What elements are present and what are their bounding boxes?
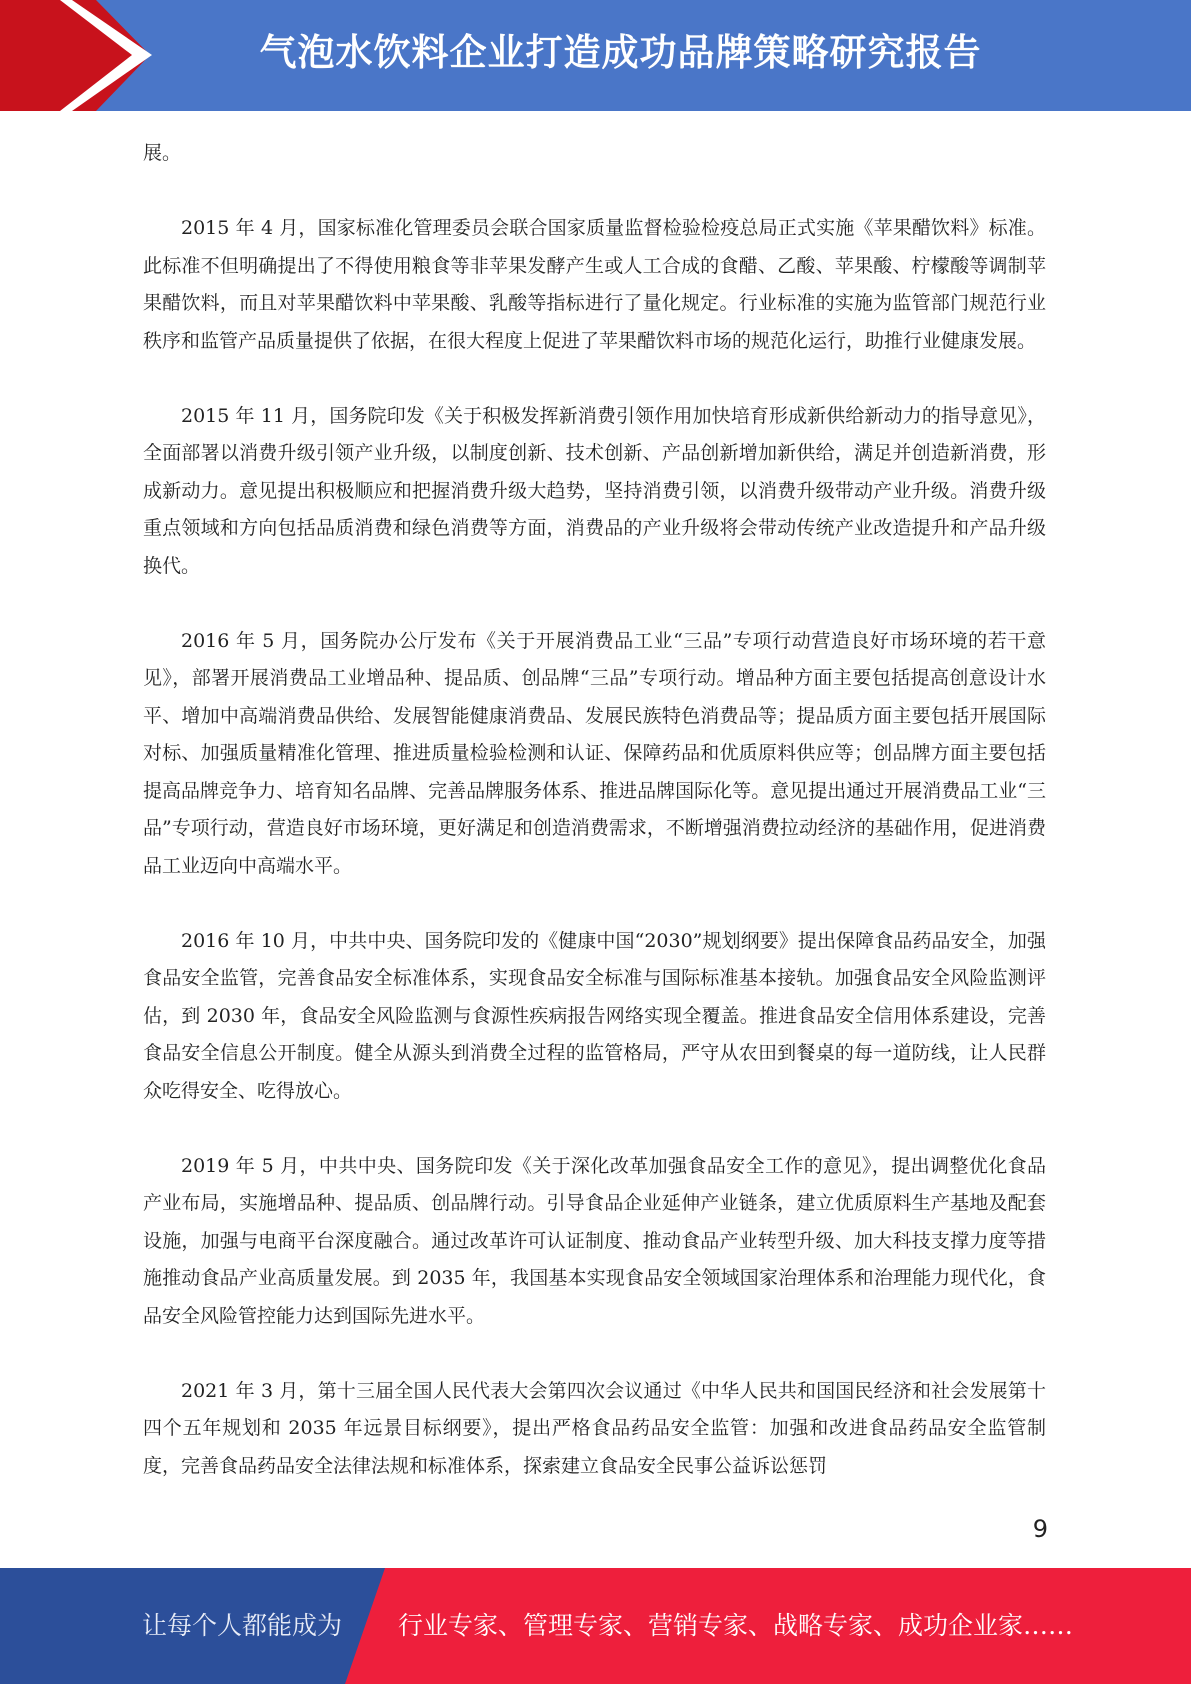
paragraph: 2015 年 4 月，国家标准化管理委员会联合国家质量监督检验检疫总局正式实施《苹果醋饮料》标准。此标准不但明确提出了不得使用粮食等非苹果发酵产生或人工合成的食醋、乙酸、苹果酸、柠檬酸等调制苹果醋饮料，而且对苹果醋饮料中苹果酸、乳酸等指标进行了量化规定。行业标准的实施为监管部门规范行业秩序和监管产品质量提供了依据，在很大程度上促进了苹果醋饮料市场的规范化运行，助推行业健康发展。 — [143, 217, 1046, 352]
body-text — [143, 135, 1046, 1523]
paragraph: 2015 年 11 月，国务院印发《关于积极发挥新消费引领作用加快培育形成新供给新动力的指导意见》，全面部署以消费升级引领产业升级，以制度创新、技术创新、产品创新增加新供给，满足并创造新消费，形成新动力。意见提出积极顺应和把握消费升级大趋势，坚持消费引领，以消费升级带动产业升级。消费升级重点领域和方向包括品质消费和绿色消费等方面，消费品的产业升级将会带动传统产业改造提升和产品升级换代。 — [143, 404, 1046, 577]
page-header — [0, 0, 1191, 111]
paragraph: 2021 年 3 月，第十三届全国人民代表大会第四次会议通过《中华人民共和国国民经济和社会发展第十四个五年规划和 2035 年远景目标纲要》，提出严格食品药品安全监管：加强和改进食品药品安全监管制度，完善食品药品安全法律法规和标准体系，探索建立食品安全民事公益诉讼惩罚 — [143, 1379, 1046, 1477]
header-red-arrow — [0, 0, 150, 111]
continued-line: 展。 — [143, 142, 182, 164]
report-title: 气泡水饮料企业打造成功品牌策略研究报告 — [259, 31, 982, 74]
footer-slogan-right: 行业专家、管理专家、营销专家、战略专家、成功企业家…… — [398, 1611, 1074, 1640]
paragraph: 2019 年 5 月，中共中央、国务院印发《关于深化改革加强食品安全工作的意见》，提出调整优化食品产业布局，实施增品种、提品质、创品牌行动。引导食品企业延伸产业链条，建立优质原料生产基地及配套设施，加强与电商平台深度融合。通过改革许可认证制度、推动食品产业转型升级、加大科技支撑力度等措施推动食品产业高质量发展。到 2035 年，我国基本实现食品安全领域国家治理体系和治理能力现代化，食品安全风险管控能力达到国际先进水平。 — [143, 1154, 1046, 1327]
footer-slogan-left: 让每个人都能成为 — [142, 1611, 343, 1640]
paragraph: 2016 年 10 月，中共中央、国务院印发的《健康中国“2030”规划纲要》提出保障食品药品安全，加强食品安全监管，完善食品安全标准体系，实现食品安全标准与国际标准基本接轨。加强食品安全风险监测评估，到 2030 年，食品安全风险监测与食源性疾病报告网络实现全覆盖。推进食品安全信用体系建设，完善食品安全信息公开制度。健全从源头到消费全过程的监管格局，严守从农田到餐桌的每一道防线，让人民群众吃得安全、吃得放心。 — [143, 929, 1046, 1102]
page-number: 9 — [1032, 1515, 1048, 1543]
page-footer — [0, 1568, 1191, 1684]
paragraph: 2016 年 5 月，国务院办公厅发布《关于开展消费品工业“三品”专项行动营造良好市场环境的若干意见》，部署开展消费品工业增品种、提品质、创品牌“三品”专项行动。增品种方面主要包括提高创意设计水平、增加中高端消费品供给、发展智能健康消费品、发展民族特色消费品等；提品质方面主要包括开展国际对标、加强质量精准化管理、推进质量检验检测和认证、保障药品和优质原料供应等；创品牌方面主要包括提高品牌竞争力、培育知名品牌、完善品牌服务体系、推进品牌国际化等。意见提出通过开展消费品工业“三品”专项行动，营造良好市场环境，更好满足和创造消费需求，不断增强消费拉动经济的基础作用，促进消费品工业迈向中高端水平。 — [143, 629, 1046, 877]
